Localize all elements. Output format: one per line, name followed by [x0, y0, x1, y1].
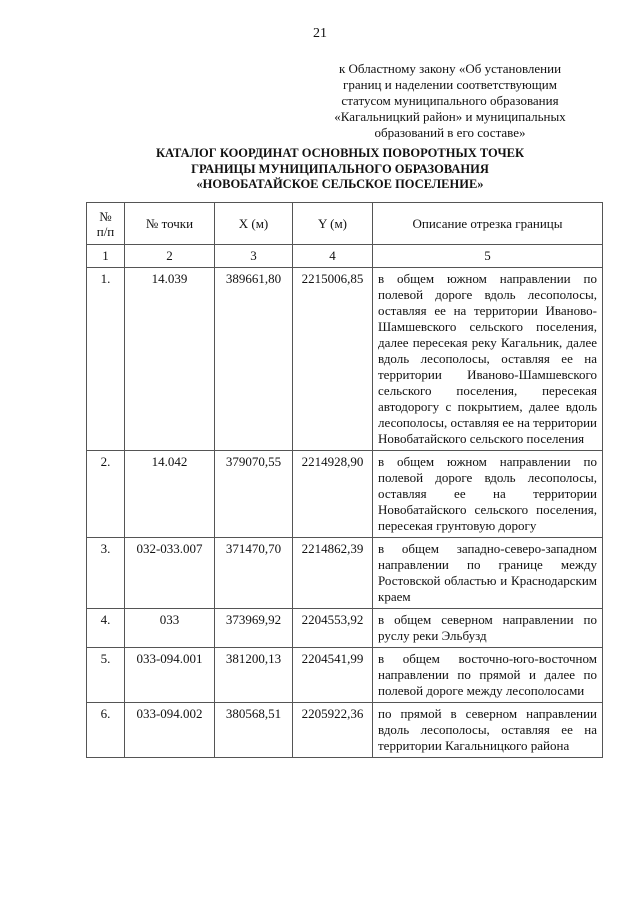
segment-description: в общем южном направлении по полевой дороге вдоль лесополосы, оставляя ее на территории Иваново-Шамшевского сельского поселения, далее пересекая реку Кагальник, далее вдоль лесополосы, оставляя ее на территории Иваново-Шамшевского сельского поселения, пересекая автодорогу с покрытием, далее вдоль лесополосы, оставляя ее на территории Новобатайского сельского поселения — [373, 268, 603, 451]
y-coordinate: 2204541,99 — [293, 648, 373, 703]
header-row-number-abbr: п/п — [96, 223, 115, 239]
row-number: 3. — [87, 538, 125, 609]
y-coordinate: 2215006,85 — [293, 268, 373, 451]
header-row-number-sign: № — [99, 208, 112, 224]
table-row — [87, 451, 603, 538]
catalog-title-line: «НОВОБАТАЙСКОЕ СЕЛЬСКОЕ ПОСЕЛЕНИЕ» — [196, 177, 484, 191]
x-coordinate: 371470,70 — [215, 538, 293, 609]
row-number: 6. — [87, 703, 125, 758]
column-number: 1 — [87, 245, 125, 268]
catalog-title — [60, 146, 620, 193]
table-row — [87, 703, 603, 758]
segment-description: в общем северном направлении по руслу реки Эльбузд — [373, 609, 603, 648]
point-id: 033 — [125, 609, 215, 648]
point-id: 032-033.007 — [125, 538, 215, 609]
law-reference-line: «Кагальницкий район» и муниципальных — [334, 109, 566, 124]
row-number: 4. — [87, 609, 125, 648]
x-coordinate: 380568,51 — [215, 703, 293, 758]
row-number: 5. — [87, 648, 125, 703]
header-x: X (м) — [215, 203, 293, 245]
segment-description: в общем восточно-юго-восточном направлении по прямой и далее по полевой дороге между лесополосами — [373, 648, 603, 703]
row-number: 1. — [87, 268, 125, 451]
point-id: 14.042 — [125, 451, 215, 538]
catalog-title-line: ГРАНИЦЫ МУНИЦИПАЛЬНОГО ОБРАЗОВАНИЯ — [191, 161, 489, 176]
segment-description: в общем южном направлении по полевой дороге вдоль лесополосы, оставляя ее на территории Новобатайского сельского поселения, пересекая грунтовую дорогу — [373, 451, 603, 538]
table-row — [87, 538, 603, 609]
point-id: 033-094.001 — [125, 648, 215, 703]
y-coordinate: 2204553,92 — [293, 609, 373, 648]
law-reference-line: к Областному закону «Об установлении — [338, 61, 562, 76]
header-description: Описание отрезка границы — [373, 203, 603, 245]
x-coordinate: 381200,13 — [215, 648, 293, 703]
coordinates-table — [86, 202, 603, 758]
segment-description: по прямой в северном направлении вдоль лесополосы, оставляя ее на территории Кагальницкого района — [373, 703, 603, 758]
header-y: Y (м) — [293, 203, 373, 245]
catalog-title-line: КАТАЛОГ КООРДИНАТ ОСНОВНЫХ ПОВОРОТНЫХ ТОЧЕК — [155, 146, 525, 160]
x-coordinate: 389661,80 — [215, 268, 293, 451]
page-number: 21 — [313, 26, 327, 41]
table-row — [87, 648, 603, 703]
table-row — [87, 268, 603, 451]
law-reference-line: статусом муниципального образования — [341, 93, 559, 108]
column-number-row — [87, 245, 603, 268]
point-id: 033-094.002 — [125, 703, 215, 758]
header-point: № точки — [125, 203, 215, 245]
y-coordinate: 2205922,36 — [293, 703, 373, 758]
law-reference-line: образований в его составе» — [374, 125, 526, 140]
row-number: 2. — [87, 451, 125, 538]
point-id: 14.039 — [125, 268, 215, 451]
column-number: 3 — [215, 245, 293, 268]
y-coordinate: 2214928,90 — [293, 451, 373, 538]
law-reference — [300, 61, 600, 141]
table-row — [87, 609, 603, 648]
x-coordinate: 373969,92 — [215, 609, 293, 648]
table-header-row — [87, 203, 603, 245]
column-number: 4 — [293, 245, 373, 268]
x-coordinate: 379070,55 — [215, 451, 293, 538]
column-number: 5 — [373, 245, 603, 268]
column-number: 2 — [125, 245, 215, 268]
segment-description: в общем западно-северо-западном направлении по границе между Ростовской областью и Краснодарским краем — [373, 538, 603, 609]
y-coordinate: 2214862,39 — [293, 538, 373, 609]
law-reference-line: границ и наделении соответствующим — [343, 77, 557, 92]
header-row-number — [87, 203, 125, 245]
